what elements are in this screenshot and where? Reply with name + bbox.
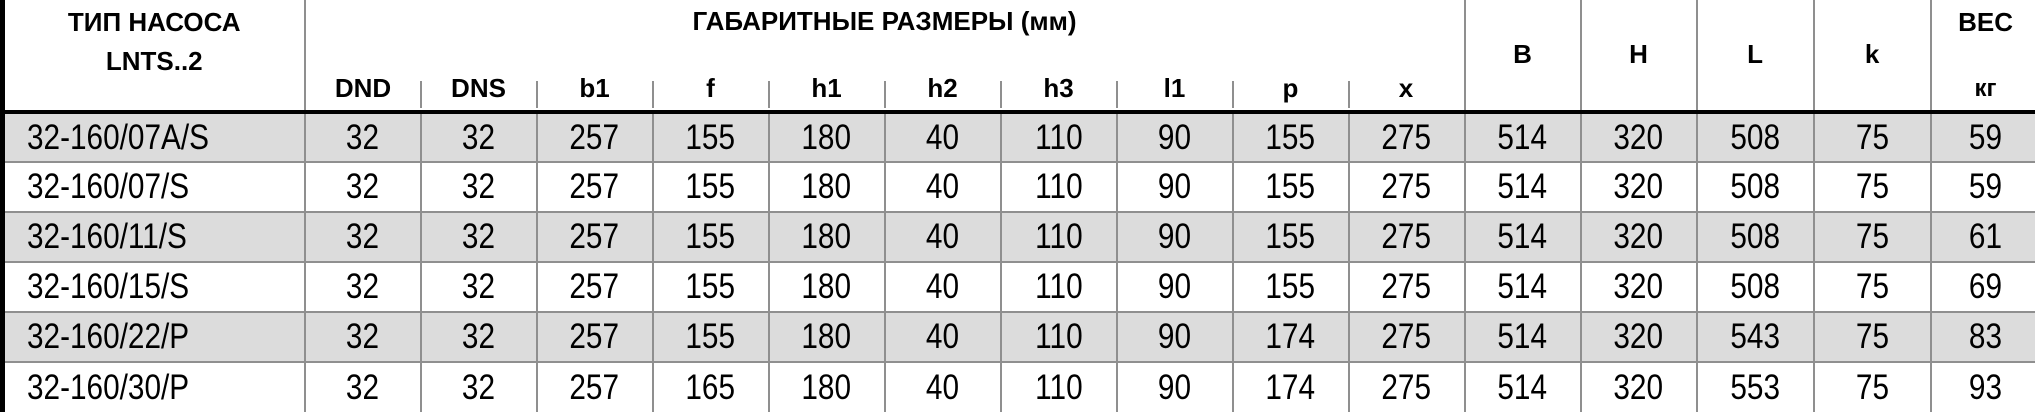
dimension-cell: 508 [1697,212,1814,262]
dimension-cell: 174 [1233,312,1349,362]
col-header-dnd: DND [305,68,421,112]
dimension-cell: 508 [1697,162,1814,212]
dimension-cell: 90 [1117,262,1233,312]
dimension-cell: 155 [1233,212,1349,262]
dimension-cell: 257 [537,112,653,162]
table-row [3,212,2035,262]
dimension-cell: 257 [537,362,653,412]
dimension-cell: 155 [653,112,769,162]
dimension-cell: 90 [1117,112,1233,162]
dimension-cell: 257 [537,162,653,212]
dimension-cell: 155 [653,162,769,212]
dimension-cell: 75 [1814,362,1931,412]
dimension-cell: 180 [769,212,885,262]
dimension-cell: 320 [1581,112,1697,162]
col-header-k: k [1814,0,1931,112]
dimension-cell: 40 [885,162,1001,212]
dimension-cell: 32 [421,212,537,262]
dimension-cell: 508 [1697,262,1814,312]
dimension-cell: 320 [1581,212,1697,262]
dimension-cell: 174 [1233,362,1349,412]
weight-cell: 93 [1931,362,2035,412]
dimension-cell: 32 [421,312,537,362]
dimension-cell: 40 [885,312,1001,362]
dimension-cell: 110 [1001,162,1117,212]
pump-type-cell: 32-160/15/S [3,262,305,312]
dimension-cell: 32 [421,112,537,162]
weight-header [1931,0,2035,112]
weight-cell: 61 [1931,212,2035,262]
dimension-cell: 320 [1581,362,1697,412]
dimension-cell: 180 [769,262,885,312]
dimension-cell: 320 [1581,162,1697,212]
dimension-cell: 155 [653,212,769,262]
dimension-cell: 155 [1233,112,1349,162]
dimension-cell: 90 [1117,312,1233,362]
dimension-cell: 155 [653,262,769,312]
dimension-cell: 110 [1001,362,1117,412]
header-row-top [3,0,2035,68]
pump-type-title: ТИП НАСОСА [67,7,241,37]
dimension-cell: 275 [1349,212,1465,262]
dimension-cell: 275 [1349,112,1465,162]
weight-label: ВЕС [1958,7,2013,37]
dimension-cell: 40 [885,262,1001,312]
dimension-cell: 275 [1349,312,1465,362]
dimension-cell: 275 [1349,362,1465,412]
dimension-cell: 553 [1697,362,1814,412]
weight-cell: 59 [1931,162,2035,212]
dimension-cell: 180 [769,112,885,162]
dimension-cell: 110 [1001,312,1117,362]
pump-type-cell: 32-160/11/S [3,212,305,262]
table-row [3,312,2035,362]
dimension-cell: 543 [1697,312,1814,362]
col-header-h3: h3 [1001,68,1117,112]
dimension-cell: 110 [1001,262,1117,312]
col-header-dns: DNS [421,68,537,112]
dimension-cell: 75 [1814,212,1931,262]
weight-unit: кг [1974,75,1997,103]
col-header-x: x [1349,68,1465,112]
dimension-cell: 257 [537,212,653,262]
dimension-cell: 514 [1465,262,1581,312]
dimension-cell: 40 [885,112,1001,162]
dimension-cell: 40 [885,212,1001,262]
dimension-cell: 514 [1465,362,1581,412]
pump-type-cell: 32-160/07A/S [3,112,305,162]
dimension-cell: 75 [1814,162,1931,212]
pump-type-cell: 32-160/30/P [3,362,305,412]
dimension-cell: 514 [1465,312,1581,362]
dimension-cell: 275 [1349,262,1465,312]
col-header-l: L [1697,0,1814,112]
dimension-cell: 32 [305,112,421,162]
col-header-h1: h1 [769,68,885,112]
dimension-cell: 75 [1814,262,1931,312]
dimension-cell: 32 [421,162,537,212]
col-header-h2: h2 [885,68,1001,112]
dimension-cell: 275 [1349,162,1465,212]
dimension-cell: 32 [421,362,537,412]
dimension-cell: 32 [421,262,537,312]
dimension-cell: 165 [653,362,769,412]
pump-series-label: LNTS..2 [105,45,203,76]
dimension-cell: 180 [769,312,885,362]
dimension-cell: 514 [1465,162,1581,212]
pump-type-header [3,0,305,112]
table-row [3,262,2035,312]
weight-cell: 59 [1931,112,2035,162]
col-header-b1: b1 [537,68,653,112]
table-row [3,162,2035,212]
table-row [3,112,2035,162]
dimension-cell: 40 [885,362,1001,412]
table-row [3,362,2035,412]
dimension-cell: 514 [1465,112,1581,162]
dimension-cell: 155 [1233,262,1349,312]
dimension-cell: 75 [1814,112,1931,162]
dimension-cell: 110 [1001,112,1117,162]
dimension-cell: 508 [1697,112,1814,162]
dimension-cell: 75 [1814,312,1931,362]
dimension-cell: 110 [1001,212,1117,262]
dimension-cell: 32 [305,212,421,262]
col-header-f: f [653,68,769,112]
col-header-b: B [1465,0,1581,112]
dimension-cell: 180 [769,162,885,212]
dimension-cell: 32 [305,162,421,212]
dimension-cell: 320 [1581,312,1697,362]
dimension-cell: 320 [1581,262,1697,312]
dimension-cell: 257 [537,262,653,312]
dimension-cell: 32 [305,312,421,362]
dimension-cell: 155 [653,312,769,362]
dimension-cell: 90 [1117,162,1233,212]
dimension-cell: 514 [1465,212,1581,262]
dimension-cell: 257 [537,312,653,362]
dimension-cell: 32 [305,262,421,312]
dimension-cell: 180 [769,362,885,412]
weight-cell: 69 [1931,262,2035,312]
dimension-cell: 90 [1117,212,1233,262]
col-header-p: p [1233,68,1349,112]
dimension-cell: 32 [305,362,421,412]
pump-type-cell: 32-160/22/P [3,312,305,362]
col-header-l1: l1 [1117,68,1233,112]
dimension-cell: 155 [1233,162,1349,212]
col-header-h: H [1581,0,1697,112]
pump-type-cell: 32-160/07/S [3,162,305,212]
dimension-cell: 90 [1117,362,1233,412]
weight-cell: 83 [1931,312,2035,362]
dimensions-header: ГАБАРИТНЫЕ РАЗМЕРЫ (мм) [692,6,1077,36]
